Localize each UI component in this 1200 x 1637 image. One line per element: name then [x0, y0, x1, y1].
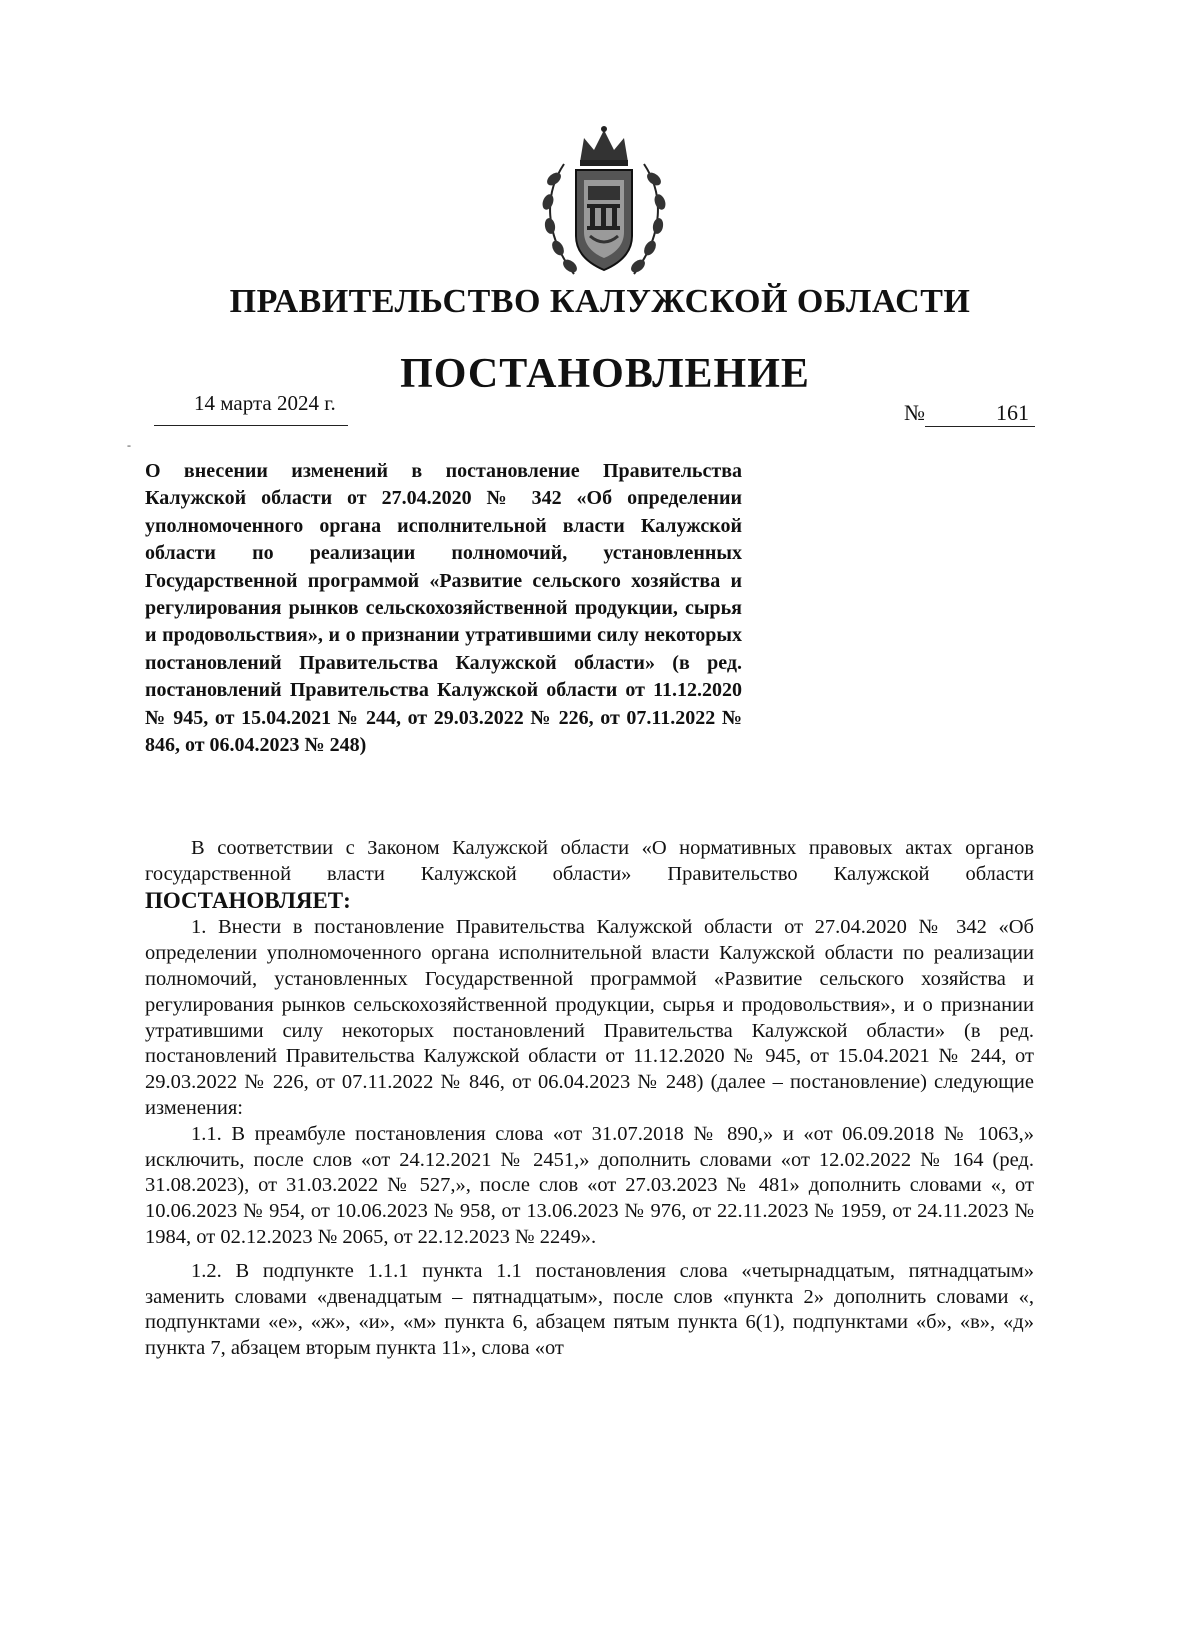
document-type-heading: ПОСТАНОВЛЕНИЕ — [400, 351, 810, 397]
number-label: № — [904, 400, 925, 425]
clause-1-2: 1.2. В подпункте 1.1.1 пункта 1.1 постановления слова «четырнадцатым, пятнадцатым» заменить словами «двенадцатым – пятнадцатым», после слов «пункта 2» дополнить словами «, подпунктами «е», «ж», «и», «м» пункта 6, абзацем пятым пункта 6(1), подпунктами «б», «в», «д» пункта 7, абзацем вторым пункта 11», слова «от — [145, 1259, 1034, 1360]
date-field — [154, 391, 348, 426]
document-number-field — [904, 400, 1035, 427]
clause-1-1: 1.1. В преамбуле постановления слова «от 31.07.2018 № 890,» и «от 06.09.2018 № 1063,» исключить, после слов «от 24.12.2021 № 2451,» дополнить словами «от 12.02.2022 № 164 (ред. 31.08.2023), от 31.03.2022 № 527,», после слов «от 27.03.2023 № 481» дополнить словами «, от 10.06.2023 № 954, от 10.06.2023 № 958, от 13.06.2023 № 976, от 22.11.2023 № 1959, от 24.11.2023 № 1984, от 02.12.2023 № 2065, от 22.12.2023 № 2249». — [145, 1122, 1034, 1248]
document-subject: О внесении изменений в постановление Правительства Калужской области от 27.04.2020 № 342 «Об определении уполномоченного органа исполнительной власти Калужской области по реализации полномочий, установленных Государственной программой «Развитие сельского хозяйства и регулирования рынков сельскохозяйственной продукции, сырья и продовольствия», и о признании утратившими силу некоторых постановлений Правительства Калужской области» (в ред. постановлений Правительства Калужской области от 11.12.2020 № 945, от 15.04.2021 № 244, от 29.03.2022 № 226, от 07.11.2022 № 846, от 06.04.2023 № 248) — [145, 460, 742, 757]
coat-of-arms-icon — [534, 124, 674, 282]
resolves-word: ПОСТАНОВЛЯЕТ: — [145, 887, 351, 913]
clause-1: 1. Внести в постановление Правительства Калужской области от 27.04.2020 № 342 «Об определении уполномоченного органа исполнительной власти Калужской области по реализации полномочий, установленных Государственной программой «Развитие сельского хозяйства и регулирования рынков сельскохозяйственной продукции, сырья и продовольствия», и о признании утратившими силу некоторых постановлений Правительства Калужской области» (в ред. постановлений Правительства Калужской области от 11.12.2020 № 945, от 15.04.2021 № 244, от 29.03.2022 № 226, от 07.11.2022 № 846, от 06.04.2023 № 248) (далее – постановление) следующие изменения: — [145, 916, 1034, 1119]
scan-mark: - — [127, 438, 131, 452]
document-number: 161 — [925, 400, 1035, 427]
document-body — [145, 836, 1034, 1362]
government-title: ПРАВИТЕЛЬСТВО КАЛУЖСКОЙ ОБЛАСТИ — [229, 283, 971, 320]
preamble-text: В соответствии с Законом Калужской области «О нормативных правовых актах органов государственной власти Калужской области» Правительство Калужской области — [145, 837, 1034, 885]
preamble-paragraph — [145, 836, 1034, 915]
document-date: 14 марта 2024 г. — [194, 391, 336, 415]
